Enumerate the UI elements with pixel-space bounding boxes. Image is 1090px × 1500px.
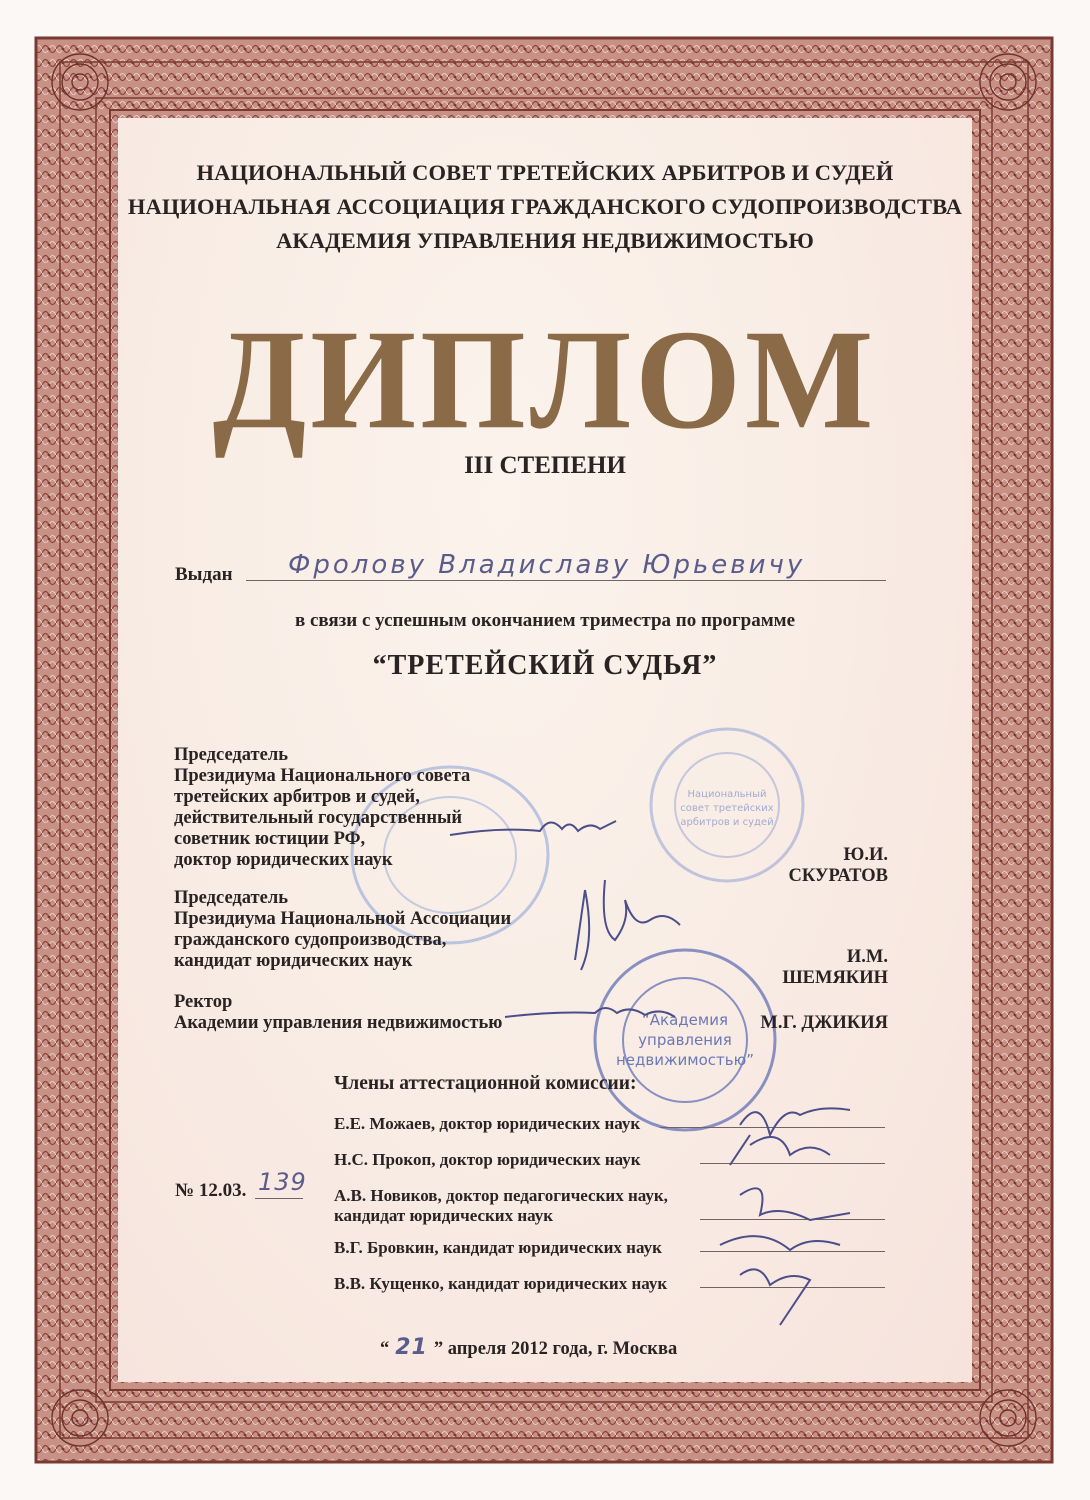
organization-line-1: НАЦИОНАЛЬНЫЙ СОВЕТ ТРЕТЕЙСКИХ АРБИТРОВ И СУДЕЙ <box>196 160 894 185</box>
svg-text:“Академия: “Академия <box>642 1011 728 1029</box>
issued-label: Выдан <box>175 564 233 585</box>
signature-1-icon <box>440 805 640 855</box>
diploma-degree: III СТЕПЕНИ <box>464 452 626 479</box>
svg-text:арбитров и судей: арбитров и судей <box>680 817 774 828</box>
number-underline <box>255 1198 303 1199</box>
commission-member-2: Н.С. Прокоп, доктор юридических наук <box>334 1150 641 1169</box>
issue-reason: в связи с успешным окончанием триместра по программе <box>294 610 796 631</box>
signature-2-icon <box>555 850 695 990</box>
commission-member-4: В.Г. Бровкин, кандидат юридических наук <box>334 1238 662 1257</box>
svg-text:недвижимостью”: недвижимостью” <box>616 1051 754 1069</box>
svg-text:Национальный: Национальный <box>687 789 767 800</box>
signatory-3-name: М.Г. ДЖИКИЯ <box>760 1013 888 1033</box>
organization-line-2: НАЦИОНАЛЬНАЯ АССОЦИАЦИЯ ГРАЖДАНСКОГО СУДОПРОИЗВОДСТВА <box>127 194 963 219</box>
signatory-2-position: Председатель Президиума Национальной Ассоциации гражданского судопроизводства, кандидат юридических наук <box>174 888 512 971</box>
diploma-number-handwritten: 139 <box>258 1168 307 1196</box>
commission-member-3: А.В. Новиков, доктор педагогических наук, кандидат юридических наук <box>334 1186 668 1225</box>
signatory-1-position: Председатель Президиума Национального совета третейских арбитров и судей, действительный государственный советник юстиции РФ, доктор юридических наук <box>174 745 471 870</box>
svg-text:управления: управления <box>638 1031 732 1049</box>
commission-member-5: В.В. Кущенко, кандидат юридических наук <box>334 1274 668 1293</box>
signatory-3-position: Ректор Академии управления недвижимостью <box>174 992 503 1033</box>
signature-3-icon <box>495 995 715 1035</box>
organization-line-3: АКАДЕМИЯ УПРАВЛЕНИЯ НЕДВИЖИМОСТЬЮ <box>276 228 814 253</box>
commission-member-1: Е.Е. Можаев, доктор юридических наук <box>334 1114 641 1133</box>
diploma-number-prefix: № 12.03. <box>175 1180 247 1201</box>
svg-text:совет третейских: совет третейских <box>680 803 774 814</box>
signatory-2-name: И.М. ШЕМЯКИН <box>782 947 888 988</box>
signatory-1-name: Ю.И. СКУРАТОВ <box>788 845 888 886</box>
commission-signatures-icon <box>700 1085 880 1345</box>
program-name: “ТРЕТЕЙСКИЙ СУДЬЯ” <box>372 650 718 681</box>
issue-date: “ 21 ” апреля 2012 года, г. Москва <box>380 1335 678 1360</box>
recipient-name: Фролову Владиславу Юрьевичу <box>288 550 806 580</box>
diploma-title: ДИПЛОМ <box>212 301 878 459</box>
recipient-underline <box>246 580 886 581</box>
date-day-handwritten: 21 <box>395 1335 428 1360</box>
commission-heading: Члены аттестационной комиссии: <box>334 1073 637 1094</box>
